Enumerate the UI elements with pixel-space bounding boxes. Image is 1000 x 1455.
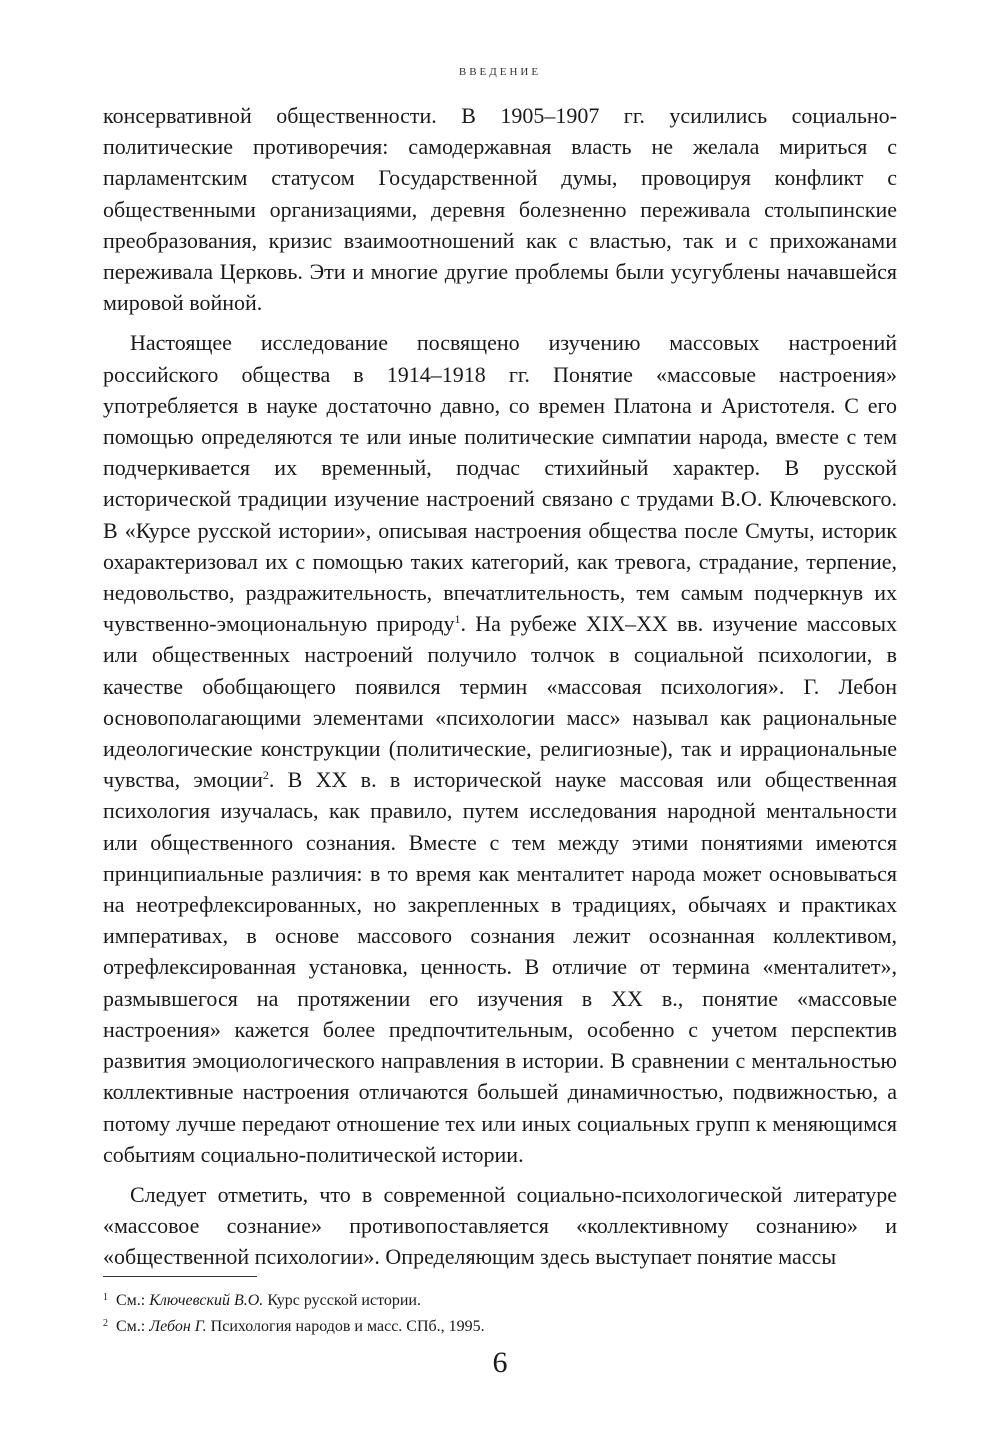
footnote-2-author: Лебон Г. bbox=[149, 1318, 207, 1335]
running-head: ВВЕДЕНИЕ bbox=[458, 66, 542, 78]
paragraph-2 bbox=[103, 327, 897, 1169]
footnote-2-text: Психология народов и масс. СПб., 1995. bbox=[210, 1318, 485, 1335]
page-number: 6 bbox=[492, 1346, 508, 1379]
footnote-divider bbox=[103, 1276, 257, 1277]
footnote-2-number: 2 bbox=[103, 1318, 108, 1329]
body-text bbox=[103, 100, 897, 1273]
paragraph-3: Следует отметить, что в современной социально-психологической литературе «массовое сознание» противопоставляется «коллективному сознанию» и «общественной психологии». Определяющим здесь выступает понятие массы bbox=[103, 1181, 897, 1270]
paragraph-2-part-c: . В XX в. в исторической науке массовая или общественная психология изучалась, как правило, путем исследования народной ментальности или общественного сознания. Вместе с тем между этими понятиями имеются принципиальные различия: в то время как менталитет народа может основываться на неотрефлексированных, но закрепленных в традициях, обычаях и практиках императивах, в основе массового сознания лежит осознанная коллективом, отрефлексированная установка, ценность. В отличие от термина «менталитет», размывшегося на протяжении его изучения в XX в., понятие «массовые настроения» кажется более предпочтительным, особенно с учетом перспектив развития эмоциологического направления в истории. В сравнении с ментальностью коллективные настроения отличаются большей динамичностью, подвижностью, а потому лучше передают отношение тех или иных социальных групп к меняющимся событиям социально-политической истории. bbox=[103, 767, 897, 1167]
footnote-2-prefix: См.: bbox=[116, 1318, 146, 1335]
footnote-ref-2: 2 bbox=[262, 768, 269, 783]
footnote-2 bbox=[103, 1312, 897, 1338]
footnote-1-text: Курс русской истории. bbox=[267, 1292, 421, 1309]
paragraph-1: консервативной общественности. В 1905–1907 гг. усилились социально-политические противоречия: самодержавная власть не желала мириться с парламентским статусом Государственной думы, провоцируя конфликт с общественными организациями, деревня болезненно переживала столыпинские преобразования, кризис взаимоотношений как с властью, так и с прихожанами переживала Церковь. Эти и многие другие проблемы были усугублены начавшейся мировой войной. bbox=[103, 103, 897, 316]
paragraph-2-part-b: . На рубеже XIX–XX вв. изучение массовых или общественных настроений получило толчок в социальной психологии, в качестве обобщающего появился термин «массовая психология». Г. Лебон основополагающими элементами «психологии масс» называл как рациональные идеологические конструкции (политические, религиозные), так и иррациональные чувства, эмоции bbox=[103, 611, 897, 793]
footnote-1-number: 1 bbox=[103, 1292, 108, 1303]
footnote-ref-1: 1 bbox=[454, 612, 461, 627]
paragraph-2-part-a: Настоящее исследование посвящено изучению массовых настроений российского общества в 1914–1918 гг. Понятие «массовые настроения» употребляется в науке достаточно давно, со времен Платона и Аристотеля. С его помощью определяются те или иные политические симпатии народа, вместе с тем подчеркивается их временный, подчас стихийный характер. В русской исторической традиции изучение настроений связано с трудами В.О. Ключевского. В «Курсе русской истории», описывая настроения общества после Смуты, историк охарактеризовал их с помощью таких категорий, как тревога, страдание, терпение, недовольство, раздражительность, впечатлительность, тем самым подчеркнув их чувственно-эмоциональную природу bbox=[103, 330, 897, 637]
footnotes bbox=[103, 1286, 897, 1338]
footnote-1-prefix: См.: bbox=[116, 1292, 146, 1309]
footnote-1-author: Ключевский В.О. bbox=[149, 1292, 264, 1309]
footnote-1 bbox=[103, 1286, 897, 1312]
